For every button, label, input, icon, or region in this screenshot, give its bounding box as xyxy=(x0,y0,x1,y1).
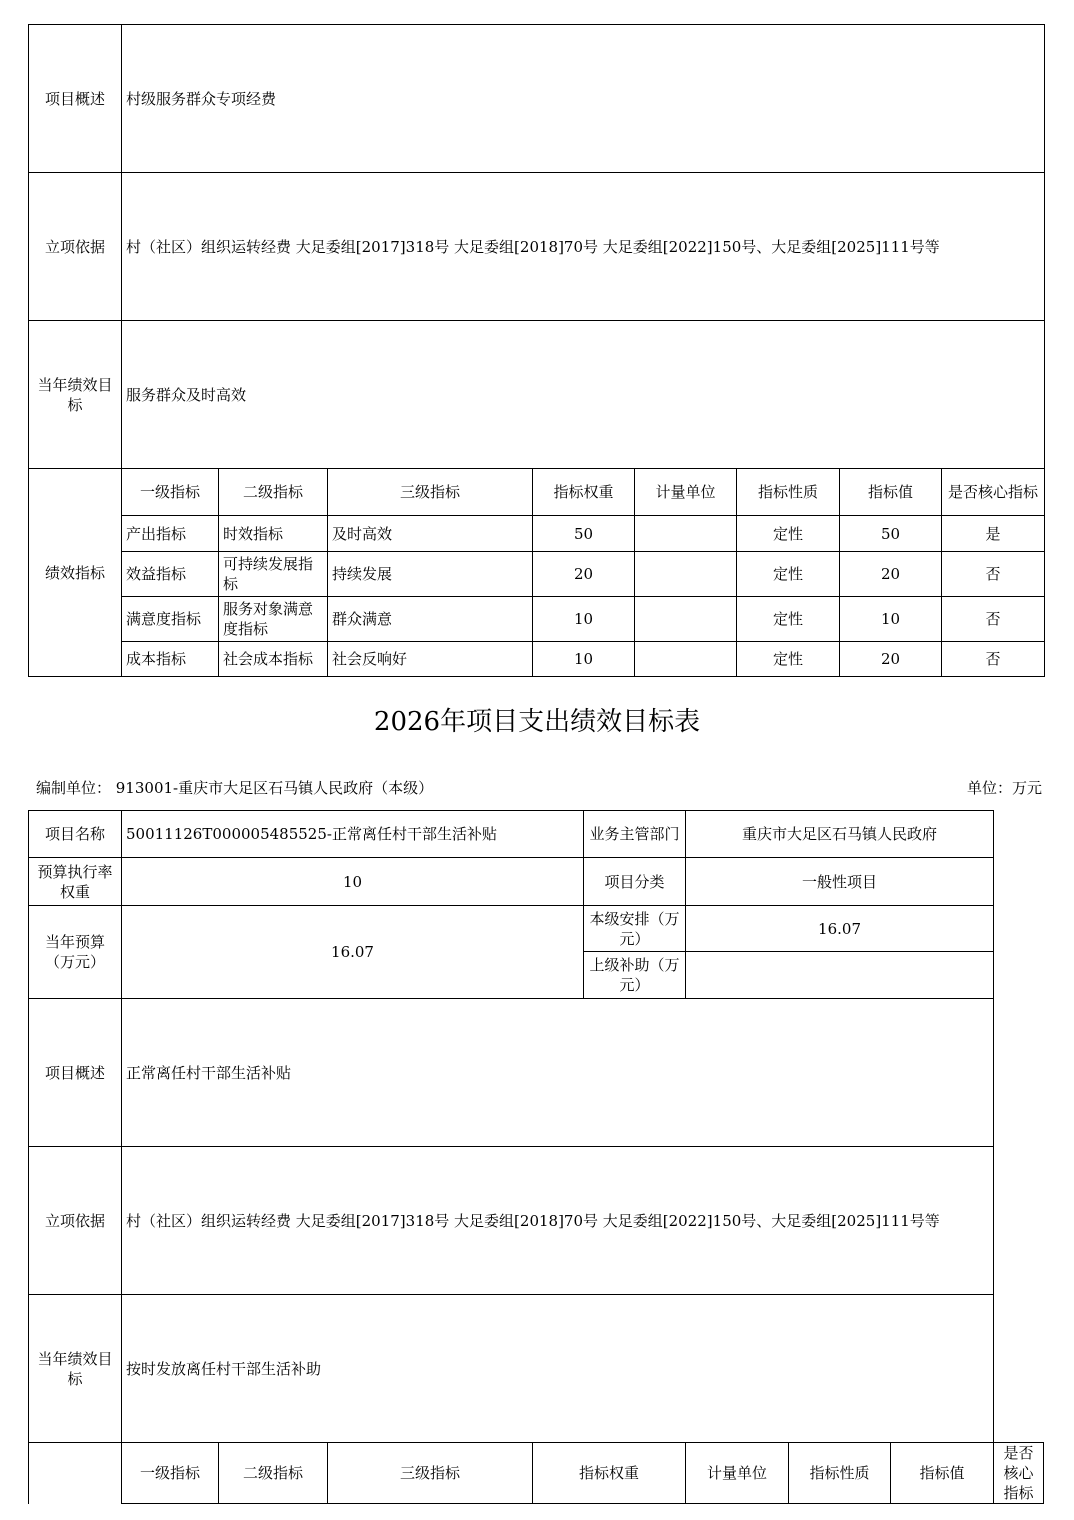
cell-nature: 定性 xyxy=(737,642,840,677)
cell-weight: 20 xyxy=(533,552,635,597)
header-weight: 指标权重 xyxy=(533,469,635,516)
cell-level3: 社会反响好 xyxy=(328,642,533,677)
category-value: 一般性项目 xyxy=(686,858,994,906)
cell-unit xyxy=(635,516,737,552)
basis-label: 立项依据 xyxy=(29,1147,122,1295)
unit-line xyxy=(36,776,1042,800)
cell-unit xyxy=(635,552,737,597)
header-level3: 三级指标 xyxy=(328,469,533,516)
org-label: 编制单位： 913001-重庆市大足区石马镇人民政府（本级） xyxy=(36,779,434,797)
page-title: 2026年项目支出绩效目标表 xyxy=(373,707,701,737)
overview-value: 正常离任村干部生活补贴 xyxy=(122,999,994,1147)
header-weight: 指标权重 xyxy=(533,1443,686,1504)
header-level2: 二级指标 xyxy=(219,1443,328,1504)
goal-value: 服务群众及时高效 xyxy=(122,321,1045,469)
table-row xyxy=(29,642,1045,677)
budget-value: 16.07 xyxy=(122,906,584,999)
cell-level3: 群众满意 xyxy=(328,597,533,642)
local-label: 本级安排（万元） xyxy=(584,906,686,952)
cell-level3: 及时高效 xyxy=(328,516,533,552)
header-nature: 指标性质 xyxy=(737,469,840,516)
upper-label: 上级补助（万元） xyxy=(584,952,686,999)
project-name-label: 项目名称 xyxy=(29,811,122,858)
cell-level2: 社会成本指标 xyxy=(219,642,328,677)
cell-level2: 可持续发展指标 xyxy=(219,552,328,597)
cell-value: 10 xyxy=(840,597,942,642)
performance-table-2 xyxy=(28,810,1044,1504)
table-row xyxy=(29,552,1045,597)
upper-value xyxy=(686,952,994,999)
cell-level1: 产出指标 xyxy=(122,516,219,552)
cell-core: 是 xyxy=(942,516,1045,552)
table-row xyxy=(29,597,1045,642)
goal-label: 当年绩效目标 xyxy=(29,1295,122,1443)
cell-level1: 满意度指标 xyxy=(122,597,219,642)
cell-level1: 成本指标 xyxy=(122,642,219,677)
dept-label: 业务主管部门 xyxy=(584,811,686,858)
exec-weight-label: 预算执行率权重 xyxy=(29,858,122,906)
goal-value: 按时发放离任村干部生活补助 xyxy=(122,1295,994,1443)
indicators-label: 绩效指标 xyxy=(29,469,122,677)
indicators-label-cell xyxy=(29,1443,122,1504)
header-core: 是否核心指标 xyxy=(942,469,1045,516)
cell-core: 否 xyxy=(942,642,1045,677)
cell-value: 20 xyxy=(840,552,942,597)
header-level3: 三级指标 xyxy=(328,1443,533,1504)
cell-nature: 定性 xyxy=(737,516,840,552)
cell-level2: 服务对象满意度指标 xyxy=(219,597,328,642)
header-value: 指标值 xyxy=(840,469,942,516)
header-level1: 一级指标 xyxy=(122,469,219,516)
unit-label: 单位：万元 xyxy=(966,779,1042,797)
local-value: 16.07 xyxy=(686,906,994,952)
header-core: 是否核心指标 xyxy=(994,1443,1044,1504)
header-value: 指标值 xyxy=(891,1443,994,1504)
goal-label: 当年绩效目标 xyxy=(29,321,122,469)
cell-core: 否 xyxy=(942,597,1045,642)
cell-unit xyxy=(635,642,737,677)
project-name-value: 50011126T000005485525-正常离任村干部生活补贴 xyxy=(122,811,584,858)
header-level2: 二级指标 xyxy=(219,469,328,516)
header-unit: 计量单位 xyxy=(686,1443,789,1504)
table-row xyxy=(29,516,1045,552)
overview-value: 村级服务群众专项经费 xyxy=(122,25,1045,173)
header-unit: 计量单位 xyxy=(635,469,737,516)
cell-core: 否 xyxy=(942,552,1045,597)
cell-level3: 持续发展 xyxy=(328,552,533,597)
cell-level2: 时效指标 xyxy=(219,516,328,552)
cell-level1: 效益指标 xyxy=(122,552,219,597)
cell-weight: 10 xyxy=(533,642,635,677)
cell-nature: 定性 xyxy=(737,597,840,642)
cell-nature: 定性 xyxy=(737,552,840,597)
performance-table-1 xyxy=(28,24,1045,677)
overview-label: 项目概述 xyxy=(29,999,122,1147)
exec-weight-value: 10 xyxy=(122,858,584,906)
cell-weight: 50 xyxy=(533,516,635,552)
cell-value: 20 xyxy=(840,642,942,677)
cell-weight: 10 xyxy=(533,597,635,642)
basis-label: 立项依据 xyxy=(29,173,122,321)
basis-value: 村（社区）组织运转经费 大足委组[2017]318号 大足委组[2018]70号 大足委组[2022]150号、大足委组[2025]111号等 xyxy=(122,173,1045,321)
header-nature: 指标性质 xyxy=(789,1443,891,1504)
cell-value: 50 xyxy=(840,516,942,552)
category-label: 项目分类 xyxy=(584,858,686,906)
budget-label: 当年预算（万元） xyxy=(29,906,122,999)
header-level1: 一级指标 xyxy=(122,1443,219,1504)
basis-value: 村（社区）组织运转经费 大足委组[2017]318号 大足委组[2018]70号 大足委组[2022]150号、大足委组[2025]111号等 xyxy=(122,1147,994,1295)
dept-value: 重庆市大足区石马镇人民政府 xyxy=(686,811,994,858)
overview-label: 项目概述 xyxy=(29,25,122,173)
cell-unit xyxy=(635,597,737,642)
